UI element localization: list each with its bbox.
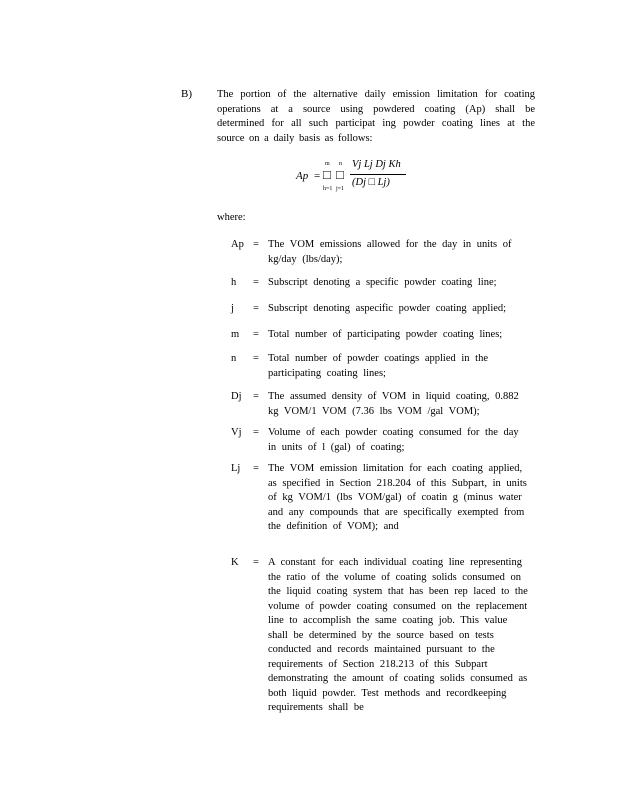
definition-symbol: Dj — [231, 391, 242, 402]
sum-outer-lower: h=1 — [323, 186, 333, 192]
sum-inner-lower: j=1 — [336, 186, 345, 192]
definition-symbol: Vj — [231, 427, 242, 438]
sum-outer-upper: m — [325, 161, 330, 167]
where-label: where: — [217, 212, 246, 223]
formula-equals: = — [314, 170, 321, 182]
definition-equals: = — [253, 557, 259, 568]
definition-text: The assumed density of VOM in liquid coating, 0.882 kg VOM/1 VOM (7.36 lbs VOM /gal VOM); — [268, 391, 519, 417]
formula-numerator: Vj Lj Dj Kh — [352, 159, 401, 170]
definition-equals: = — [253, 463, 259, 474]
definition-equals: = — [253, 391, 259, 402]
formula-denominator: (Dj □ Lj) — [352, 177, 390, 188]
definition-text: Total number of participating powder coating lines; — [268, 329, 503, 340]
sum-symbol-outer: □ — [323, 167, 331, 182]
definition-equals: = — [253, 427, 259, 438]
section-label: B) — [181, 88, 192, 100]
sum-symbol-inner: □ — [336, 167, 344, 182]
sum-inner-upper: n — [339, 161, 342, 167]
fraction-bar — [350, 174, 406, 175]
definition-text: The VOM emission limitation for each coating applied, as specified in Section 218.204 of this Subpart, in units of kg VOM/1 (lbs VOM/gal) of coatin g (minus water and any compounds that are specifically exempted from the definition of VOM); and — [268, 463, 527, 532]
definition-equals: = — [253, 239, 259, 250]
definition-equals: = — [253, 303, 259, 314]
definition-symbol: Lj — [231, 463, 241, 474]
definition-text: Subscript denoting aspecific powder coating applied; — [268, 303, 507, 314]
definition-symbol: n — [231, 353, 237, 364]
definition-text: Subscript denoting a specific powder coating line; — [268, 277, 497, 288]
definition-symbol: K — [231, 557, 239, 568]
definition-equals: = — [253, 277, 259, 288]
formula-lhs: Ap — [296, 170, 309, 182]
section-paragraph: The portion of the alternative daily emission limitation for coating operations at a source using powdered coating (Ap) shall be determined for all such participat ing powder coating lines at the source on a daily basis as follows: — [217, 89, 535, 144]
definition-symbol: m — [231, 329, 240, 340]
definition-symbol: Ap — [231, 239, 244, 250]
definition-text: Volume of each powder coating consumed for the day in units of l (gal) of coating; — [268, 427, 519, 453]
definition-symbol: j — [231, 303, 234, 314]
definition-equals: = — [253, 353, 259, 364]
definition-equals: = — [253, 329, 259, 340]
definition-text: Total number of powder coatings applied in the participating coating lines; — [268, 353, 489, 379]
formula — [296, 156, 436, 196]
definition-text: The VOM emissions allowed for the day in units of kg/day (lbs/day); — [268, 239, 512, 265]
definition-symbol: h — [231, 277, 237, 288]
definition-text: A constant for each individual coating line representing the ratio of the volume of coating solids consumed on the liquid coating system that has been rep laced to the volume of powder coating consumed on the replacement line to accomplish the same coating job. This value shall be determined by the source based on tests conducted and records maintained pursuant to the requirements of Section 218.213 of this Subpart demonstrating the amount of coating solids consumed as both liquid powder. Test methods and recordkeeping requirements shall be — [268, 557, 528, 713]
